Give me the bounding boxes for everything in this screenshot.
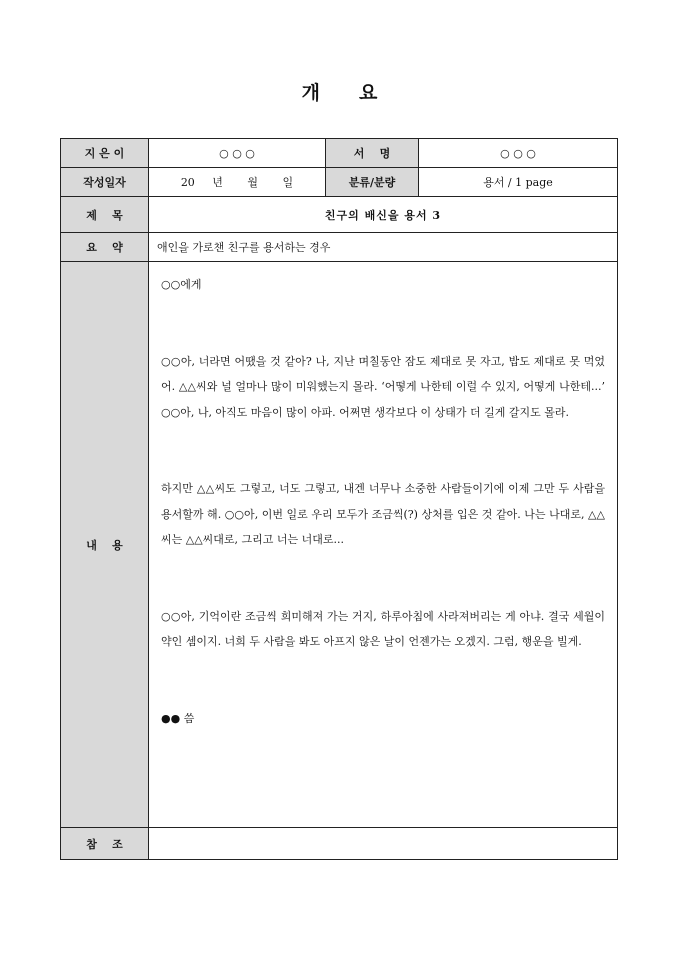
row-summary [61, 233, 618, 262]
letter-paragraph-2: 하지만 △△씨도 그렇고, 너도 그렇고, 내겐 너무나 소중한 사람들이기에 이제 그만 두 사람을 용서할까 해. ○○아, 이번 일로 우리 모두가 조금씩(?) 상처를 입은 것 같아. 나는 나대로, △△씨는 △△씨대로, 그리고 너는 너대로... [161, 482, 605, 546]
booktitle-value: ○ ○ ○ [419, 139, 618, 168]
date-day-unit: 일 [282, 176, 294, 189]
row-content [61, 262, 618, 828]
content-body [149, 262, 618, 828]
date-value [149, 168, 326, 197]
subject-value: 친구의 배신을 용서 3 [149, 197, 618, 233]
date-year-unit: 년 [212, 176, 223, 189]
letter-signature: ●● 씀 [161, 711, 195, 725]
row-subject [61, 197, 618, 233]
title-right: 요 [359, 82, 379, 104]
reference-value [149, 828, 618, 860]
author-value: ○ ○ ○ [149, 139, 326, 168]
subject-label: 제 목 [61, 197, 149, 233]
letter-paragraph-1: ○○아, 너라면 어땠을 것 같아? 나, 지난 며칠동안 잠도 제대로 못 자고, 밥도 제대로 못 먹었어. △△씨와 널 얼마나 많이 미워했는지 몰라. ‘어떻게 나한테 이럴 수 있지, 어떻게 나한테...’ ○○아, 나, 아직도 마음이 많이 아파. 어쩌면 생각보다 이 상태가 더 길게 갈지도 몰라. [161, 354, 605, 419]
category-label: 분류/분량 [326, 168, 419, 197]
category-value: 용서 / 1 page [419, 168, 618, 197]
summary-form [60, 138, 618, 860]
date-label: 작성일자 [61, 168, 149, 197]
summary-value: 애인을 가로챈 친구를 용서하는 경우 [149, 233, 618, 262]
summary-label: 요 약 [61, 233, 149, 262]
row-reference [61, 828, 618, 860]
date-month-unit: 월 [247, 176, 259, 189]
date-year: 20 [180, 176, 195, 189]
content-label: 내 용 [61, 262, 149, 828]
reference-label: 참 조 [61, 828, 149, 860]
booktitle-label: 서 명 [326, 139, 419, 168]
row-date [61, 168, 618, 197]
title-left: 개 [301, 82, 321, 104]
document-title [0, 78, 680, 105]
letter-paragraph-3: ○○아, 기억이란 조금씩 희미해져 가는 거지, 하루아침에 사라져버리는 게 아냐. 결국 세월이 약인 셈이지. 너희 두 사람을 봐도 아프지 않은 날이 언젠가는 오겠지. 그럼, 행운을 빌게. [161, 609, 605, 648]
row-author [61, 139, 618, 168]
letter-greeting: ○○에게 [161, 278, 202, 291]
author-label: 지 은 이 [61, 139, 149, 168]
